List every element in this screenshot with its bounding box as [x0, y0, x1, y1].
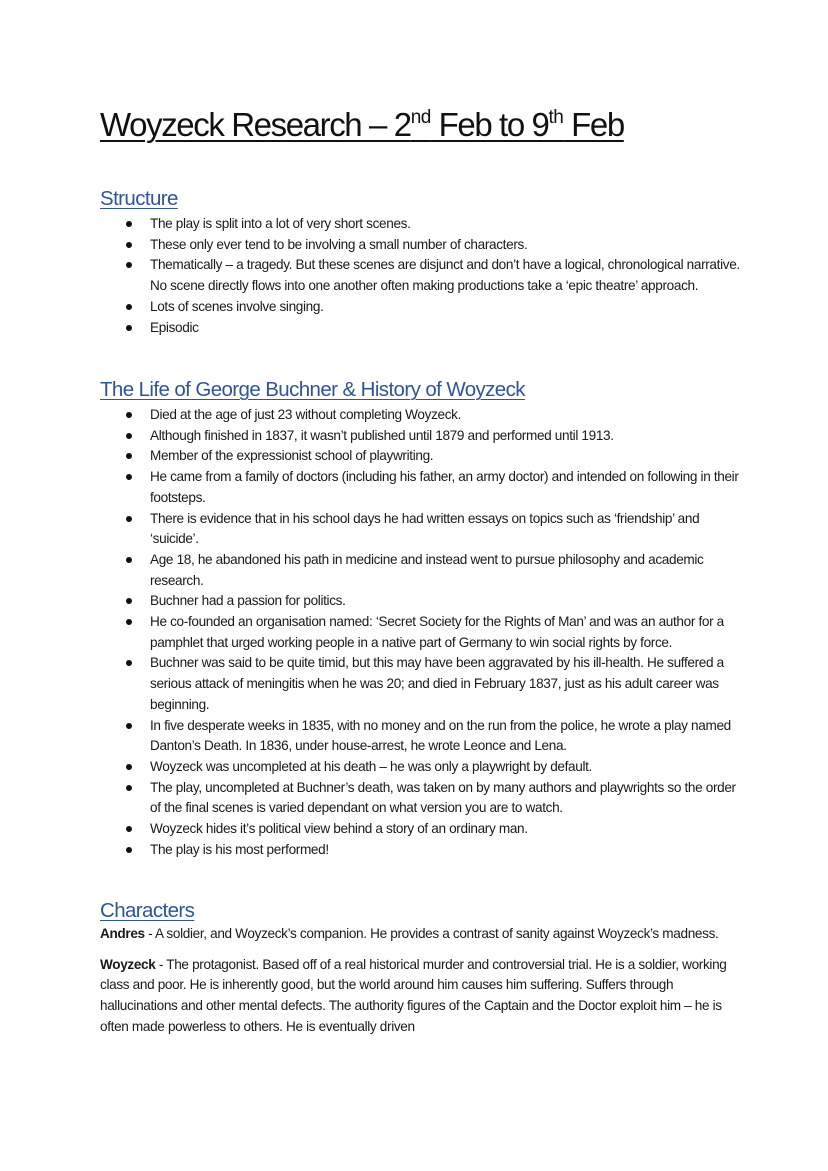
list-item: Buchner had a passion for politics.	[100, 591, 740, 612]
life-history-bullet-list	[100, 405, 740, 860]
bullet-icon	[126, 764, 132, 770]
bullet-icon	[126, 785, 132, 791]
bullet-icon	[126, 325, 132, 331]
bullet-icon	[126, 619, 132, 625]
bullet-icon	[126, 516, 132, 522]
section-structure	[100, 186, 740, 338]
bullet-icon	[126, 660, 132, 666]
character-description: - A soldier, and Woyzeck’s companion. He provides a contrast of sanity against Woyzeck’s madness.	[144, 926, 719, 941]
character-entry-andres	[100, 924, 740, 945]
character-description: - The protagonist. Based off of a real historical murder and controversial trial. He is a soldier, working class and poor. He is inherently good, but the world around him causes him suffering. Suffers through hallucinations and other mental defects. The authority figures of the Captain and the Doctor exploit him – he is often made powerless to others. He is eventually driven	[100, 956, 727, 1034]
section-heading-life-history: The Life of George Buchner & History of Woyzeck	[100, 378, 525, 401]
list-item: He came from a family of doctors (including his father, an army doctor) and intended on following in their footsteps.	[100, 467, 740, 508]
bullet-icon	[126, 453, 132, 459]
section-heading-characters: Characters	[100, 899, 195, 922]
character-name: Woyzeck	[100, 956, 156, 972]
list-item: Age 18, he abandoned his path in medicine and instead went to pursue philosophy and academic research.	[100, 550, 740, 591]
list-item: The play is split into a lot of very short scenes.	[100, 214, 740, 235]
list-item: The play is his most performed!	[100, 840, 740, 861]
list-item: Woyzeck hides it’s political view behind a story of an ordinary man.	[100, 819, 740, 840]
list-item: He co-founded an organisation named: ‘Secret Society for the Rights of Man’ and was an author for a pamphlet that urged working people in a native part of Germany to win social rights by force.	[100, 612, 740, 653]
bullet-icon	[126, 412, 132, 418]
section-characters	[100, 898, 740, 1048]
bullet-icon	[126, 847, 132, 853]
title-middle: Feb to 9	[430, 106, 549, 143]
character-name: Andres	[100, 926, 145, 941]
list-item: Woyzeck was uncompleted at his death – he was only a playwright by default.	[100, 757, 740, 778]
list-item: Episodic	[100, 318, 740, 339]
bullet-icon	[126, 304, 132, 310]
section-life-history	[100, 377, 740, 860]
structure-bullet-list	[100, 214, 740, 338]
list-item: Buchner was said to be quite timid, but this may have been aggravated by his ill-health. He suffered a serious attack of meningitis when he was 20; and died in February 1837, just as his adult career was beginning.	[100, 653, 740, 715]
bullet-icon	[126, 723, 132, 729]
bullet-icon	[126, 221, 132, 227]
bullet-icon	[126, 262, 132, 268]
list-item: Member of the expressionist school of playwriting.	[100, 446, 740, 467]
list-item: The play, uncompleted at Buchner’s death, was taken on by many authors and playwrights so the order of the final scenes is varied dependant on what version you are to watch.	[100, 778, 740, 819]
character-entry-woyzeck	[100, 955, 740, 1038]
title-superscript-nd: nd	[410, 107, 431, 128]
list-item: There is evidence that in his school days he had written essays on topics such as ‘friendship’ and ‘suicide’.	[100, 509, 740, 550]
bullet-icon	[126, 557, 132, 563]
list-item: Died at the age of just 23 without completing Woyzeck.	[100, 405, 740, 426]
list-item: Lots of scenes involve singing.	[100, 297, 740, 318]
list-item: Although finished in 1837, it wasn’t published until 1879 and performed until 1913.	[100, 426, 740, 447]
bullet-icon	[126, 474, 132, 480]
bullet-icon	[126, 433, 132, 439]
list-item: In five desperate weeks in 1835, with no money and on the run from the police, he wrote a play named Danton’s Death. In 1836, under house-arrest, he wrote Leonce and Lena.	[100, 716, 740, 757]
title-superscript-th: th	[548, 107, 564, 128]
bullet-icon	[126, 598, 132, 604]
list-item: These only ever tend to be involving a small number of characters.	[100, 235, 740, 256]
title-prefix: Woyzeck Research – 2	[100, 106, 411, 143]
list-item: Thematically – a tragedy. But these scenes are disjunct and don’t have a logical, chronological narrative. No scene directly flows into one another often making productions take a ‘epic theatre’ approach.	[100, 255, 740, 296]
title-suffix: Feb	[563, 106, 624, 143]
section-heading-structure: Structure	[100, 187, 178, 210]
document-title	[100, 104, 624, 146]
bullet-icon	[126, 242, 132, 248]
bullet-icon	[126, 826, 132, 832]
